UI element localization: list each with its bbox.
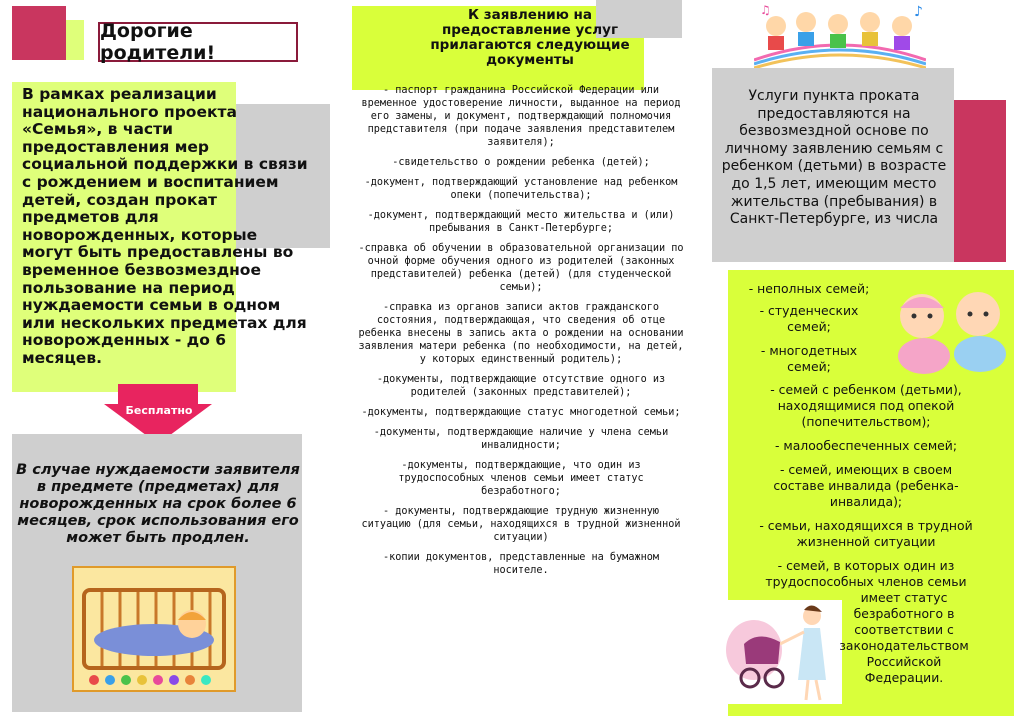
document-item: -документы, подтверждающие, что один из трудоспособных членов семьи имеет статус безработного; (398, 460, 644, 497)
pink-bar-right (946, 100, 1006, 262)
family-item: инвалида); (829, 494, 903, 509)
pink-square-top-left (12, 6, 66, 60)
document-item: -документ, подтверждающий установление над ребенком опеки (попечительства); (364, 177, 678, 201)
family-item: семей; (787, 319, 831, 334)
crib-icon (74, 568, 234, 690)
family-item: - семьи, находящихся в трудной (759, 518, 973, 533)
document-item: -справка об обучении в образовательной организации по очной форме обучения одного из родителей (законных представителей) ребенка (детей) (для студенческой семьи); (358, 243, 684, 293)
family-item: соответствии с (854, 622, 954, 637)
family-item: составе инвалида (ребенка- (773, 478, 959, 493)
document-item: -справка из органов записи актов гражданского состояния, подтверждающая, что сведения об отце ребенка внесены в запись акта о рождении на основании заявления матери ребенка (по необходимости, на детей, у которых единственный родитель); (358, 302, 684, 365)
intro-text: В рамках реализации национального проекта «Семья», в части предоставления мер социальной поддержки в связи с рождением и воспитанием детей, создан прокат предметов для новорожденных, которые могут быть предоставлены во временное безвозмездное пользование на период нуждаемости семьи в одном или нескольких предметах для новорожденных - до 6 месяцев. (22, 85, 308, 367)
document-item: -документы, подтверждающие наличие у члена семьи инвалидности; (373, 427, 669, 451)
family-item: Федерации. (864, 670, 944, 685)
family-item: жизненной ситуации (796, 534, 936, 549)
family-item: Российской (866, 654, 942, 669)
family-item: - малообеспеченных семей; (774, 438, 958, 453)
svg-text:♫: ♫ (760, 3, 771, 17)
document-item: -документы, подтверждающие статус многодетной семьи; (361, 407, 681, 418)
svg-text:♪: ♪ (914, 4, 923, 20)
children-music-illustration (754, 0, 926, 70)
documents-list (356, 84, 686, 584)
family-item: находящимися под опекой (777, 398, 955, 413)
document-item: -свидетельство о рождении ребенка (детей); (392, 157, 650, 168)
babies-illustration (888, 286, 1012, 376)
family-item: безработного в (853, 606, 955, 621)
documents-heading: К заявлению на предоставление услуг прилагаются следующие документы (430, 7, 630, 68)
family-item: законодательством (839, 638, 969, 653)
document-item: -документ, подтверждающий место жительства и (или) пребывания в Санкт-Петербурге; (367, 210, 675, 234)
lime-square-top-left (66, 20, 84, 60)
mother-stroller-illustration (724, 600, 842, 704)
extension-text: В случае нуждаемости заявителя в предмете (предметах) для новорожденных на срок более 6 месяцев, срок использования его может быть продлен. (16, 462, 300, 546)
document-item: - документы, подтверждающие трудную жизненную ситуацию (для семьи, находящихся в трудной жизненной ситуации) (361, 506, 681, 543)
family-item: - многодетных (760, 343, 858, 358)
family-item: - семей, в которых один из (777, 558, 955, 573)
greeting-title: Дорогие родители! (98, 22, 298, 62)
family-item: - неполных семей; (748, 281, 870, 296)
document-item: -копии документов, представленные на бумажном носителе. (382, 552, 659, 576)
family-item: - семей с ребенком (детьми), (770, 382, 962, 397)
document-item: -документы, подтверждающие отсутствие одного из родителей (законных представителей); (376, 374, 666, 398)
family-item: семей; (787, 359, 831, 374)
free-label: Бесплатно (125, 404, 193, 417)
family-item: - студенческих (759, 303, 859, 318)
services-text: Услуги пункта проката предоставляются на безвозмездной основе по личному заявлению семьям с ребенком (детьми) в возрасте до 1,5 лет, имеющим место жительства (пребывания) в Санкт-Петербурге, из числа (721, 88, 947, 228)
family-item: - семей, имеющих в своем (779, 462, 953, 477)
family-item: трудоспособных членов семьи (765, 574, 967, 589)
crib-illustration (72, 566, 236, 692)
document-item: - паспорт гражданина Российской Федерации или временное удостоверение личности, выданное на период его замены, и документ, подтверждающий полномочия представителя (при подаче заявления представителем заявителя); (361, 85, 681, 148)
family-item: имеет статус (860, 590, 948, 605)
family-item: (попечительством); (801, 414, 931, 429)
